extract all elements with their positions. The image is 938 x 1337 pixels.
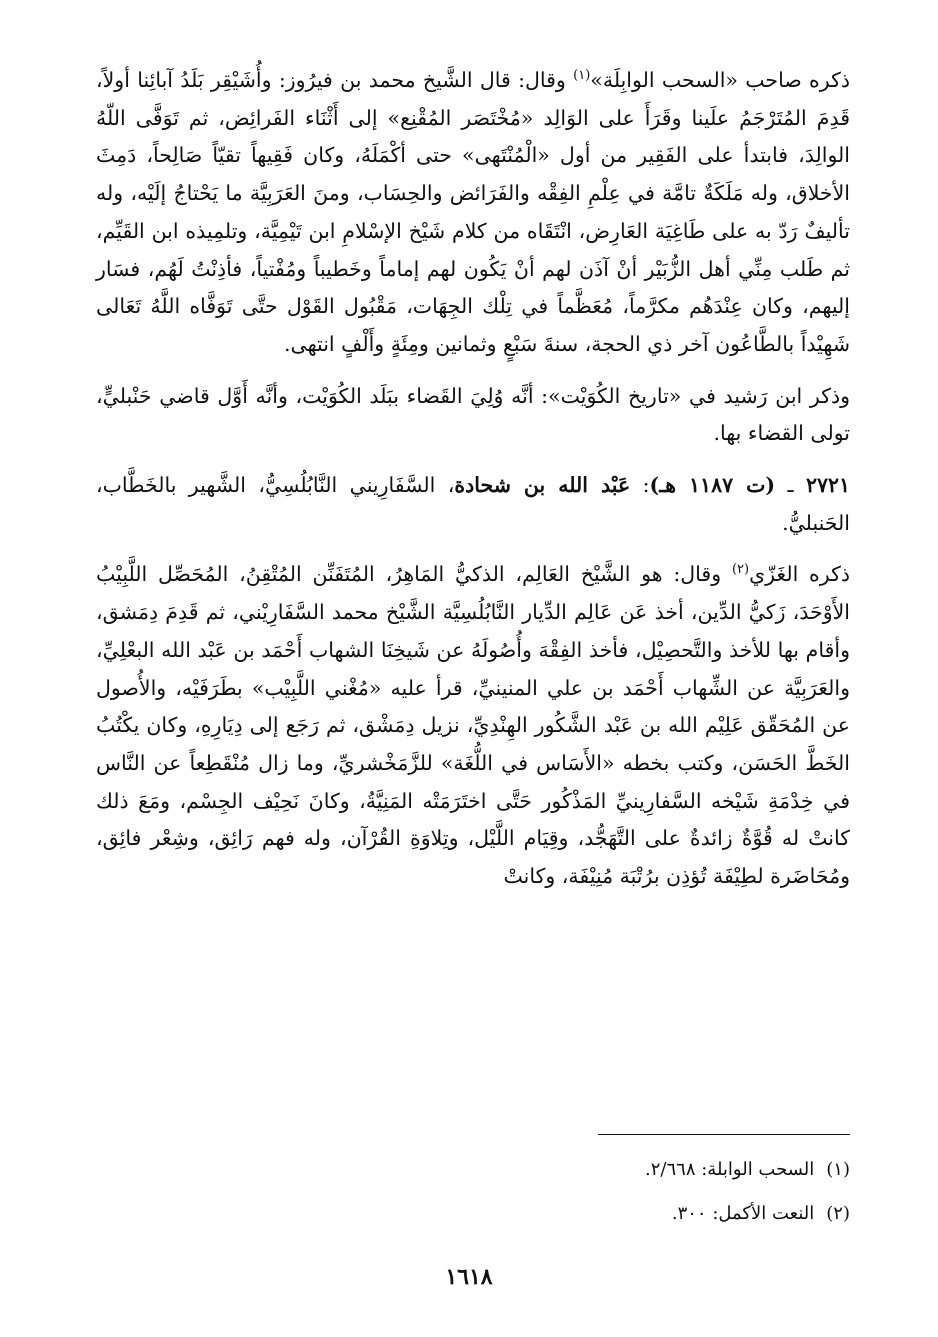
footnote-1-text: السحب الوابلة: ٢/٦٦٨. <box>645 1159 815 1180</box>
paragraph-4-intro: ذكره الغَزّي <box>749 562 851 587</box>
paragraph-1-intro: ذكره صاحب «السحب الوابِلَة» <box>590 68 850 92</box>
entry-name: عَبْد الله بن شحادة <box>454 473 631 498</box>
paragraph-1-body: وقال: قال الشَّيخ محمد بن فيرُوز: وأُشَيْقِر بَلَدُ آبائِنا أولاً، قَدِمَ المُتَرْجَمُ علَينا وقَرَأَ على الوَالِد «مُخْتَصَر المُقْنِع» إلى أَثْنَاء الفَرائِض، ثم تَوَفَّى اللّهُ الوالِدَ، فابتدأ على الفَقِير من أول «الْمُنْتَهى» حتى أكْمَلَهُ، وكان فَقِيهاً تقيّاً صَالِحاً، دَمِثَ الأخلاق، وله مَلَكَةٌ تامَّة في عِلْمِ الفِقْه والفَرَائض والحِسَاب، ومنَ العَرَبِيَّة ما يَحْتاجُ إلَيْه، وله تأليفٌ رَدّ به على طَاغِيَة العَارِض، انْتَقَاه من كلام شَيْخ الإسْلامِ ابن تَيْمِيَّة، وتلمِيذه ابن القَيِّم، ثم طَلب مِنِّي أهل الزُّبَيْر أنْ آذَن لهم أنْ يَكُون لهم إماماً وخَطيباً ومُفْتياً، فأذِنْتُ لَهُم، فسَار إليهم، وكان عِنْدَهُم مكرَّماً، مُعَظَّماً في تِلْك الجِهَات، مَقْبُول القَوْل حتَّى تَوَفَّاه اللَّهُ تَعَالى شَهِيْداً بالطَّاعُون آخر ذي الحجة، سنةَ سَبْعٍ وثمانين ومِئَةٍ وأَلْفٍ انتهى. <box>96 68 850 356</box>
entry-heading: ٢٧٢١ ـ (ت ١١٨٧ هـ): عَبْد الله بن شحادة، السَّفَارِيني النَّابُلُسِيُّ، الشَّهير بالخَطَّاب، الحَنبليُّ. <box>96 473 850 535</box>
footnote-ref-1: (١) <box>573 68 591 84</box>
footnote-ref-2: (٢) <box>731 562 750 578</box>
paragraph-1 <box>96 62 850 364</box>
paragraph-4 <box>96 556 850 895</box>
entry-date: (ت ١١٨٧ هـ) <box>649 473 776 498</box>
footnote-1-number: (١) <box>826 1159 850 1180</box>
footnote-2 <box>96 1192 850 1236</box>
paragraph-2: وذكر ابن رَشيد في «تاريخ الكُوَيْت»: أنَّه وُلِيَ القَضاء ببَلَد الكُوَيْت، وأنَّه أَوَّل قاضي حَنْبليٍّ، تولى القضاء بها. <box>96 383 850 446</box>
footnotes <box>96 1148 850 1236</box>
page-number: ١٦١٨ <box>445 1264 493 1290</box>
main-text <box>96 62 850 896</box>
footnote-2-number: (٢) <box>826 1203 850 1224</box>
footnote-1 <box>96 1148 850 1192</box>
paragraph-4-body: وقال: هو الشَّيْخ العَالِم، الذكيُّ المَاهِرُ، المُتَفَنِّن المُتْقِنُ، المُحَصِّل اللَّبِيْبُ الأَوْحَدَ، زَكيُّ الدِّين، أخذ عَن عَالِم الدِّيار النَّابُلُسِيَّة الشَّيْخ محمد السَّفَارِيْني، ثم قَدِمَ دِمَشق، وأقام بها للأخذ والتَّحصِيْل، فأخذ الفِقْهَ وأُصُولَهُ عن شَيخِنَا الشهاب أَحْمَد بن عَبْد الله البعْلِيِّ، والعَرَبِيَّة عن الشِّهاب أَحْمَد بن علي المنينيِّ، قرأ عليه «مُغْني اللَّبِيْب» بطَرَفَيْه، والأُصول عن المُحَقّق عَلِيْم الله بن عَبْد الشَّكُور الهِنْدِيِّ، نزيل دِمَشْق، ثم رَجَع إلى دِيَارِهِ، وكان يكْتُبُ الخَطَّ الحَسَن، وكتب بخطه «الأَسَاس في اللُّغَة» للزَّمَخْشريِّ، وما زال مُنْقَطِعاً عن النَّاس في خِدْمَةِ شَيْخه السَّفارِينيِّ المَذْكُور حَتَّى اختَرَمَتْه المَنِيَّةُ، وكانَ نَحِيْف الجِسْم، ومَعَ ذلك كانتْ له قُوَّةٌ زائدةٌ على التَّهَجُّد، وقِيَام اللَّيْل، وتِلاوَةِ القُرْآن، وله فهم رَائِق، وشِعْر فائِق، ومُحَاضَرة لطِيْفَة تُؤذِن برُتْبَة مُنِيْفَة، وكانتْ <box>96 562 850 889</box>
entry-number: ٢٧٢١ <box>805 473 850 498</box>
footnote-divider <box>598 1134 850 1135</box>
entry-name-rest: ، السَّفَارِيني النَّابُلُسِيُّ، الشَّهير بالخَطَّاب، الحَنبليُّ. <box>96 473 850 535</box>
footnote-2-text: النعت الأكمل: ٣٠٠. <box>671 1203 815 1224</box>
